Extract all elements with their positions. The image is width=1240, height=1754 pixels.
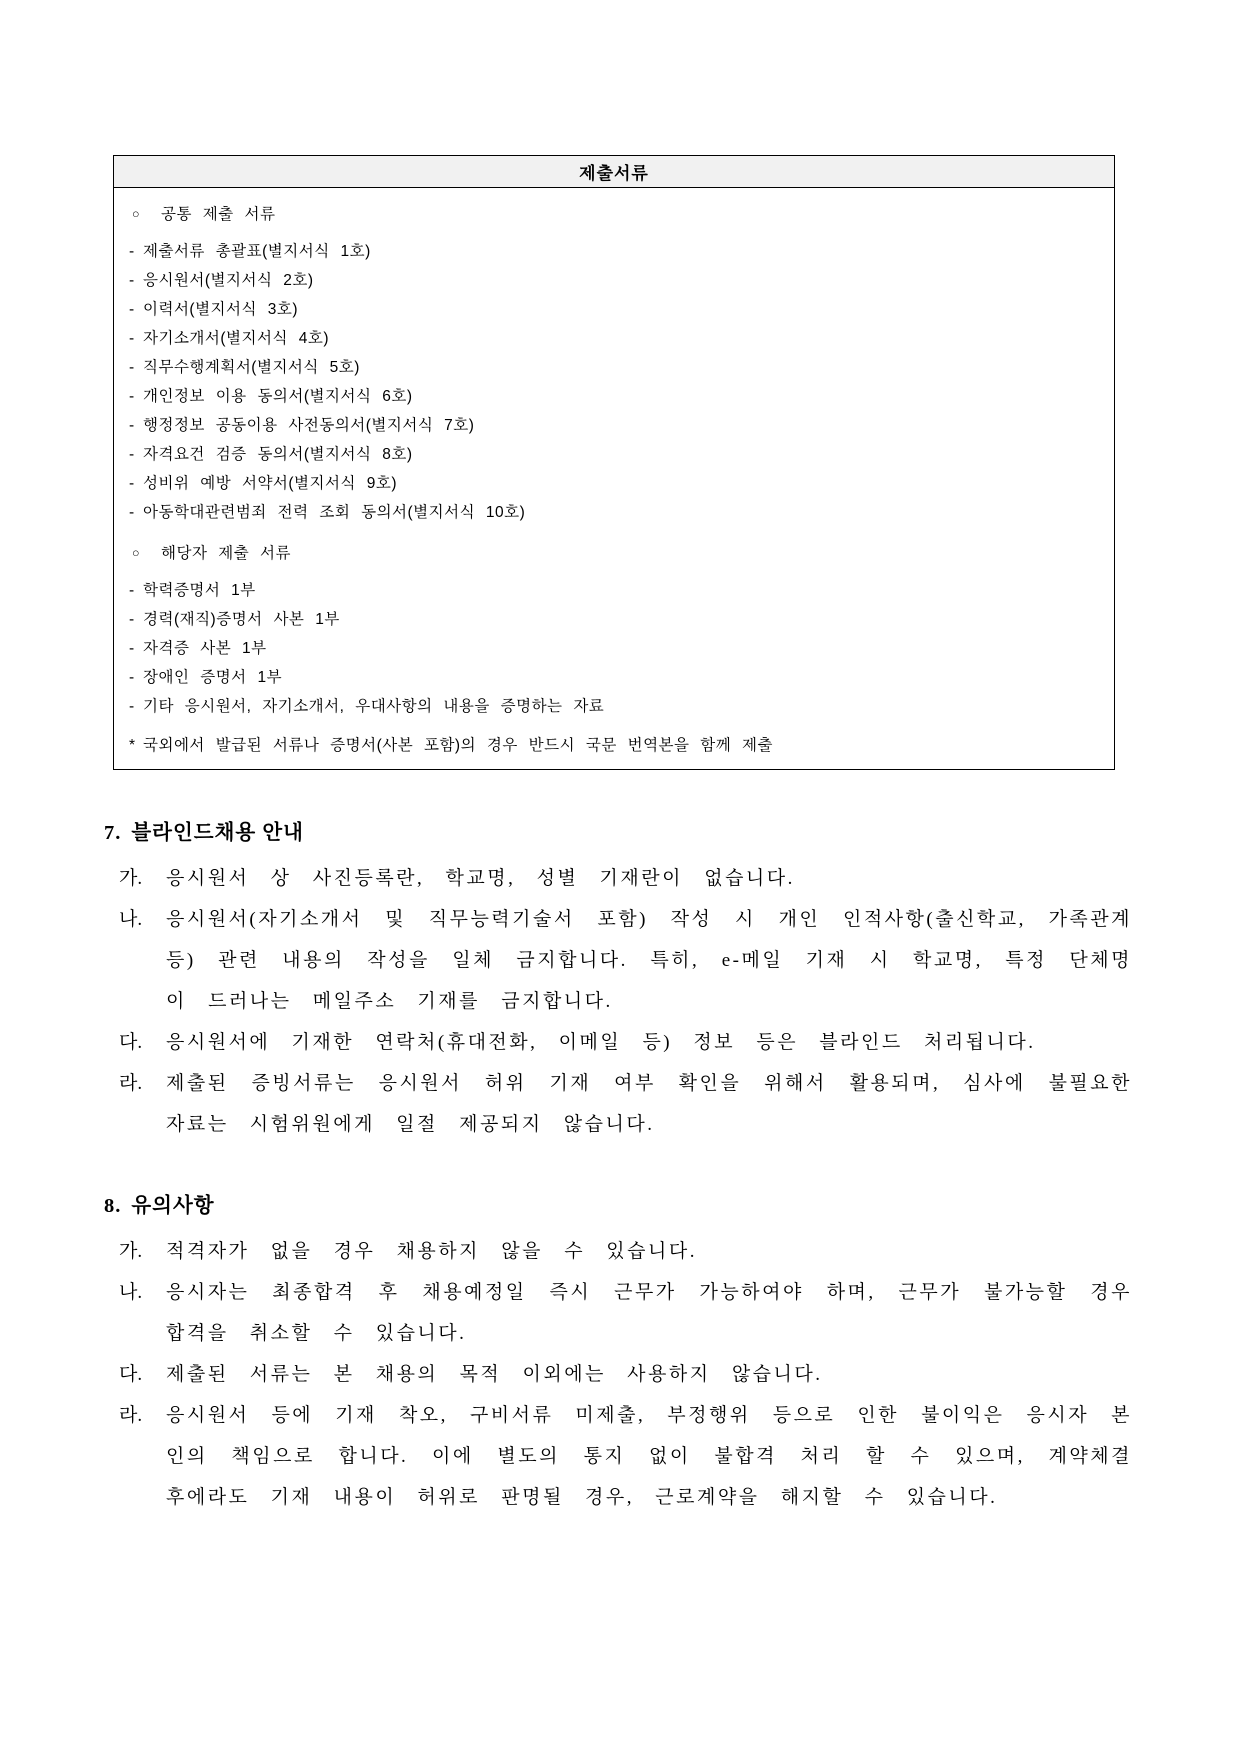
asterisk-marker: * (129, 737, 136, 754)
table-item (129, 469, 1098, 498)
dash-marker: - (129, 359, 135, 376)
table-item-text: 자격요건 검증 동의서(별지서식 8호) (143, 446, 413, 463)
section-item (104, 1354, 1132, 1395)
section-item (104, 1395, 1132, 1518)
dash-marker: - (129, 446, 135, 463)
table-item-text: 응시원서(별지서식 2호) (143, 272, 314, 289)
dash-marker: - (129, 388, 135, 405)
section-item-text: 응시원서 등에 기재 착오, 구비서류 미제출, 부정행위 등으로 인한 불이익은 응시자 본인의 책임으로 합니다. 이에 별도의 통지 없이 불합격 처리 할 수 있으며, 계약체결 후에라도 기재 내용이 허위로 판명될 경우, 근로계약을 해지할 수 있습니다. (166, 1405, 1132, 1508)
table-item-text: 장애인 증명서 1부 (143, 669, 283, 686)
table-item-text: 아동학대관련범죄 전력 조회 동의서(별지서식 10호) (143, 504, 526, 521)
section-item (104, 1063, 1132, 1145)
section-item (104, 1231, 1132, 1272)
section-item (104, 1272, 1132, 1354)
section-item (104, 899, 1132, 1022)
dash-marker: - (129, 504, 135, 521)
item-label: 다. (119, 1364, 143, 1385)
table-item (129, 692, 1098, 721)
section-title (104, 818, 1132, 848)
table-title: 제출서류 (114, 156, 1114, 188)
table-item (129, 324, 1098, 353)
table-item-text: 경력(재직)증명서 사본 1부 (143, 611, 340, 628)
table-item (129, 663, 1098, 692)
group-heading-conditional (129, 539, 1098, 568)
dash-marker: - (129, 582, 135, 599)
table-item-text: 성비위 예방 서약서(별지서식 9호) (143, 475, 398, 492)
dash-marker: - (129, 611, 135, 628)
group-heading-common (129, 200, 1098, 229)
table-item-text: 자기소개서(별지서식 4호) (143, 330, 329, 347)
section-title-text: 유의사항 (131, 1195, 215, 1217)
section-item-text: 적격자가 없을 경우 채용하지 않을 수 있습니다. (166, 1241, 697, 1262)
table-item (129, 353, 1098, 382)
dash-marker: - (129, 272, 135, 289)
table-item-text: 직무수행계획서(별지서식 5호) (143, 359, 360, 376)
item-label: 라. (119, 1073, 143, 1094)
table-item-text: 기타 응시원서, 자기소개서, 우대사항의 내용을 증명하는 자료 (143, 698, 605, 715)
section-notes (104, 1191, 1132, 1518)
table-item-text: 학력증명서 1부 (143, 582, 256, 599)
section-item-text: 응시원서(자기소개서 및 직무능력기술서 포함) 작성 시 개인 인적사항(출신학교, 가족관계 등) 관련 내용의 작성을 일체 금지합니다. 특히, e-메일 기재 시 학교명, 특정 단체명이 드러나는 메일주소 기재를 금지합니다. (166, 909, 1132, 1012)
table-item-text: 이력서(별지서식 3호) (143, 301, 299, 318)
section-item-text: 제출된 증빙서류는 응시원서 허위 기재 여부 확인을 위해서 활용되며, 심사에 불필요한 자료는 시험위원에게 일절 제공되지 않습니다. (166, 1073, 1132, 1135)
section-item-text: 응시원서 상 사진등록란, 학교명, 성별 기재란이 없습니다. (166, 868, 795, 889)
item-label: 가. (119, 1241, 143, 1262)
group-heading-label: 해당자 제출 서류 (161, 545, 291, 562)
table-item (129, 382, 1098, 411)
section-item (104, 1022, 1132, 1063)
dash-marker: - (129, 698, 135, 715)
circle-marker: ○ (132, 207, 141, 221)
table-item-text: 행정정보 공동이용 사전동의서(별지서식 7호) (143, 417, 475, 434)
table-item (129, 498, 1098, 527)
group-heading-label: 공통 제출 서류 (161, 206, 276, 223)
item-label: 다. (119, 1032, 143, 1053)
table-item (129, 295, 1098, 324)
table-item-text: 제출서류 총괄표(별지서식 1호) (143, 243, 371, 260)
table-item (129, 605, 1098, 634)
table-item (129, 266, 1098, 295)
dash-marker: - (129, 640, 135, 657)
sections-area (104, 818, 1132, 1518)
section-number: 8. (104, 1195, 122, 1217)
dash-marker: - (129, 475, 135, 492)
dash-marker: - (129, 417, 135, 434)
item-label: 나. (119, 909, 143, 930)
table-item (129, 634, 1098, 663)
table-body (114, 188, 1114, 769)
section-title-text: 블라인드채용 안내 (131, 822, 304, 844)
section-item-text: 제출된 서류는 본 채용의 목적 이외에는 사용하지 않습니다. (166, 1364, 823, 1385)
section-number: 7. (104, 822, 122, 844)
dash-marker: - (129, 669, 135, 686)
item-label: 라. (119, 1405, 143, 1426)
table-item-text: 자격증 사본 1부 (143, 640, 267, 657)
table-footnote-text: 국외에서 발급된 서류나 증명서(사본 포함)의 경우 반드시 국문 번역본을 함께 제출 (143, 737, 773, 754)
dash-marker: - (129, 330, 135, 347)
circle-marker: ○ (132, 546, 141, 560)
dash-marker: - (129, 301, 135, 318)
table-item (129, 411, 1098, 440)
section-blind-hiring (104, 818, 1132, 1145)
table-item (129, 440, 1098, 469)
table-item (129, 576, 1098, 605)
table-footnote (129, 731, 1098, 760)
dash-marker: - (129, 243, 135, 260)
section-title (104, 1191, 1132, 1221)
item-label: 나. (119, 1282, 143, 1303)
submission-documents-table (113, 155, 1115, 770)
table-item-text: 개인정보 이용 동의서(별지서식 6호) (143, 388, 413, 405)
section-item (104, 858, 1132, 899)
section-item-text: 응시원서에 기재한 연락처(휴대전화, 이메일 등) 정보 등은 블라인드 처리됩니다. (166, 1032, 1036, 1053)
section-item-text: 응시자는 최종합격 후 채용예정일 즉시 근무가 가능하여야 하며, 근무가 불가능할 경우 합격을 취소할 수 있습니다. (166, 1282, 1132, 1344)
table-item (129, 237, 1098, 266)
item-label: 가. (119, 868, 143, 889)
